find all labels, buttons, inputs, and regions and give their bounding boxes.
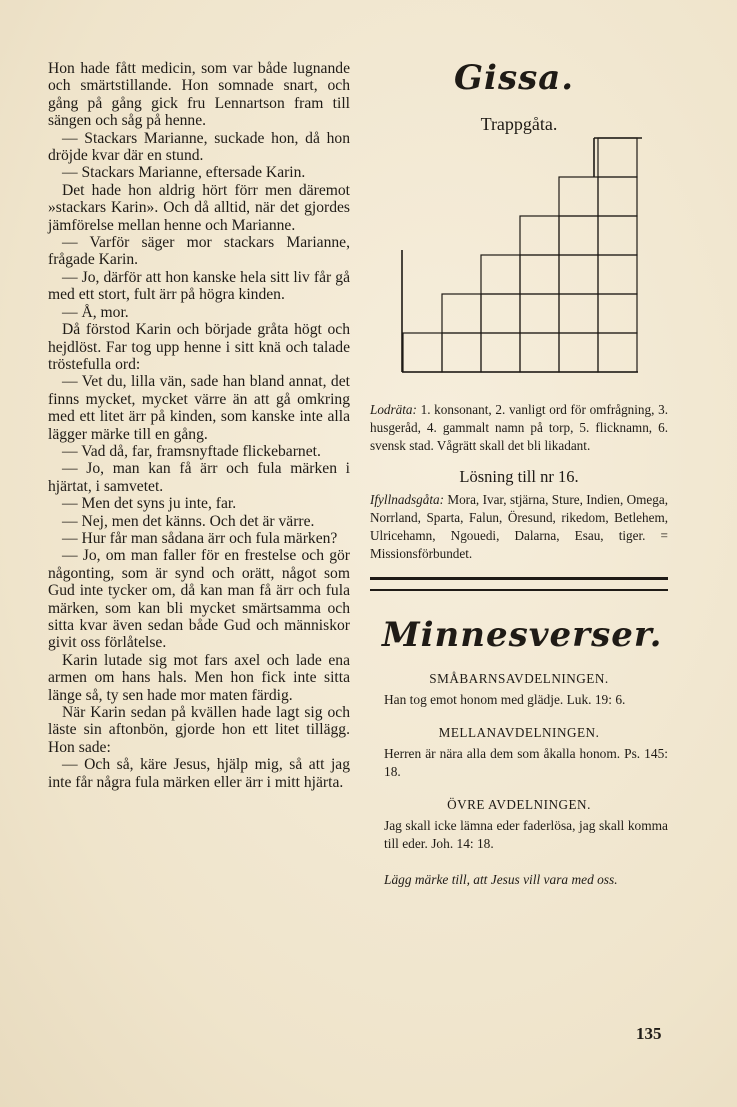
memory-verse: Herren är nära alla dem som åkalla honom. Ps. 145: 18. (384, 746, 668, 779)
story-paragraph: — Varför säger mor stackars Marianne, frågade Karin. (48, 234, 350, 269)
grid-cell[interactable] (559, 177, 598, 216)
story-paragraph: När Karin sedan på kvällen hade lagt sig och läste sin aftonbön, gjorde hon ett litet tillägg. Hon sade: (48, 704, 350, 756)
story-paragraph: — Stackars Marianne, suckade hon, då hon dröjde kvar där en stund. (48, 129, 350, 165)
section-divider (370, 577, 668, 591)
section-heading: SMÅBARNSAVDELNINGEN. (429, 671, 609, 686)
story-paragraph: — Och så, käre Jesus, hjälp mig, så att jag inte får några fula märken eller ärr i mitt hjärta. (48, 756, 350, 791)
story-paragraph: — Stackars Marianne, eftersade Karin. (62, 164, 306, 182)
grid-cell[interactable] (520, 216, 559, 255)
memory-note: Lägg märke till, att Jesus vill vara med oss. (384, 872, 618, 887)
solution-body: Mora, Ivar, stjärna, Sture, Indien, Omega, Norrland, Sparta, Falun, Öresund, rikedom, Betlehem, Ulricehamn, Ngouedi, Dalarna, Esau, tiger. = Missionsförbundet. (370, 492, 668, 561)
story-paragraph: Hon hade fått medicin, som var både lugnande och smärtstillande. Hon somnade snart, och gång på gång gick fru Lennartson fram till sängen och såg på henne. (48, 60, 350, 130)
grid-cell[interactable] (559, 294, 598, 333)
story-paragraph: — Jo, man kan få ärr och fula märken i hjärtat, i samvetet. (48, 460, 350, 495)
story-paragraph: — Jo, om man faller för en frestelse och gör någonting, som är synd och orätt, något som Gud inte tycker om, då kan man få ärr och fula märken, som kan bli mycket smärtsamma och sitta kvar även sedan både Gud och människor givit oss förlåtelse. (48, 547, 350, 652)
grid-cell[interactable] (598, 177, 637, 216)
solution-text (370, 491, 668, 563)
grid-cell[interactable] (598, 216, 637, 255)
grid-cell[interactable] (598, 138, 637, 177)
story-paragraph: Då förstod Karin och började gråta högt och hejdlöst. Far tog upp henne i sitt knä och talade tröstefulla ord: (48, 321, 350, 373)
story-paragraph: Karin lutade sig mot fars axel och lade ena armen om hans hals. Men hon fick inte sitta länge så, ty sen hade mor maten färdig. (48, 651, 350, 704)
grid-cell[interactable] (559, 333, 598, 372)
grid-cell[interactable] (481, 294, 520, 333)
story-paragraph: — Men det syns ju inte, far. (62, 495, 237, 513)
story-paragraph: — Hur får man sådana ärr och fula märken? (62, 529, 338, 547)
puzzle-subtitle: Trappgåta. (480, 114, 558, 134)
story-paragraph: — Nej, men det känns. Och det är värre. (62, 512, 315, 530)
puzzle-clues (370, 401, 668, 455)
solution-title: Lösning till nr 16. (459, 467, 579, 486)
section-heading: ÖVRE AVDELNINGEN. (447, 797, 591, 812)
grid-cell[interactable] (520, 294, 559, 333)
clue-text: 1. konsonant, 2. vanligt ord för omfrågning, 3. husgeråd, 4. gammalt namn på torp, 5. flicknamn, 6. svensk stad. Vågrätt skall det bli likadant. (370, 402, 668, 453)
grid-cell[interactable] (442, 333, 481, 372)
grid-cell[interactable] (598, 255, 637, 294)
grid-cell[interactable] (442, 294, 481, 333)
grid-cell[interactable] (481, 333, 520, 372)
grid-cell[interactable] (403, 333, 442, 372)
clue-label: Lodräta: (370, 402, 417, 417)
grid-cell[interactable] (559, 216, 598, 255)
story-paragraph: — Vet du, lilla vän, sade han bland annat, det finns mycket, mycket värre än att gå omkring med ett litet ärr på kinden, som kanske inte alla lägger märke till en gång. (48, 373, 350, 443)
grid-cell[interactable] (559, 255, 598, 294)
memory-verse: Jag skall icke lämna eder faderlösa, jag skall komma till eder. Joh. 14: 18. (384, 818, 668, 851)
puzzle-title: Gissa. (454, 58, 575, 98)
story-column (48, 60, 350, 791)
staircase-grid (370, 135, 668, 397)
story-paragraph: — Å, mor. (62, 303, 129, 321)
story-paragraph: — Jo, därför att hon kanske hela sitt liv får gå med ett stort, fult ärr på högra kinden. (48, 268, 350, 304)
right-column (370, 58, 668, 889)
story-paragraph: Det hade hon aldrig hört förr men däremot »stackars Karin». Och då alltid, när det gjordes jämförelse mellan henne och Marianne. (48, 181, 350, 234)
grid-cell[interactable] (520, 333, 559, 372)
grid-cell[interactable] (520, 255, 559, 294)
memory-verse: Han tog emot honom med glädje. Luk. 19: 6. (384, 692, 626, 707)
section-heading: MELLANAVDELNINGEN. (438, 725, 600, 740)
story-paragraph: — Vad då, far, framsnyftade flickebarnet. (62, 442, 321, 460)
grid-cell[interactable] (481, 255, 520, 294)
grid-cell[interactable] (598, 333, 637, 372)
staircase-grid-svg (370, 135, 668, 397)
grid-cell[interactable] (598, 294, 637, 333)
solution-label: Ifyllnadsgåta: (370, 492, 444, 507)
page-number: 135 (636, 1024, 662, 1043)
memory-verses-title: Minnesverser. (382, 615, 663, 655)
